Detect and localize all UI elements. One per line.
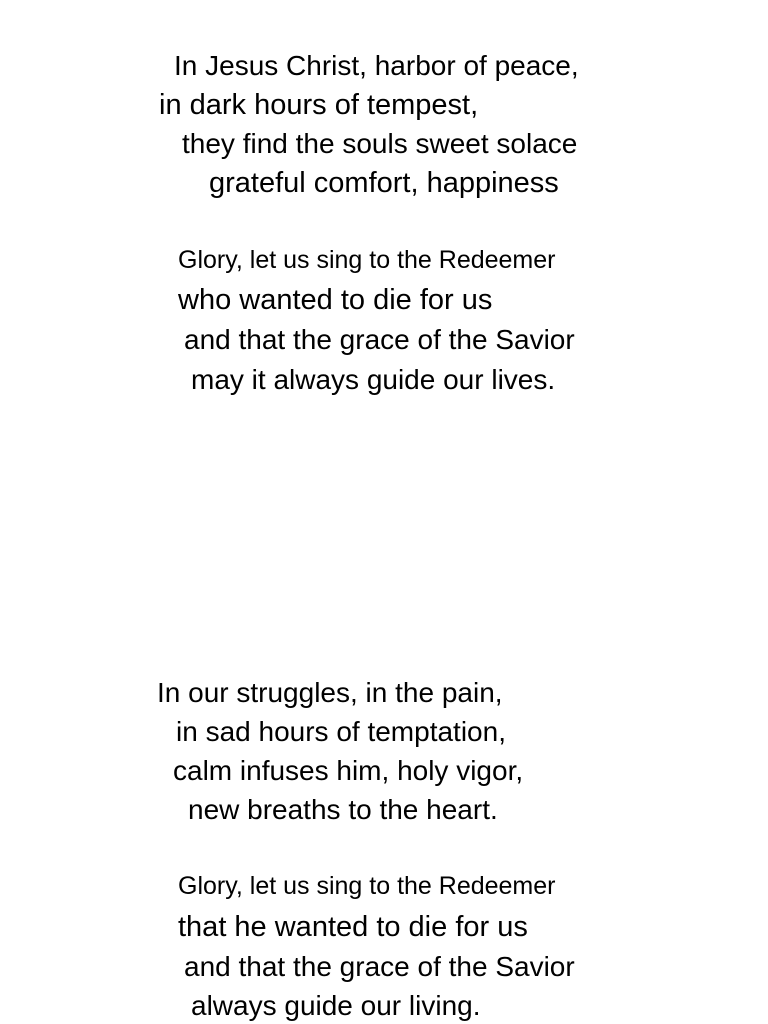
verse-2-line-4: new breaths to the heart. [188,794,498,825]
verse-1-line-4: grateful comfort, happiness [209,167,559,199]
chorus-2-line-4: always guide our living. [191,990,481,1021]
chorus-1-line-1: Glory, let us sing to the Redeemer [178,246,556,274]
verse-1-line-1: In Jesus Christ, harbor of peace, [174,50,579,81]
chorus-1-line-2: who wanted to die for us [178,284,493,316]
chorus-2-line-3: and that the grace of the Savior [184,951,575,982]
verse-2-line-2: in sad hours of temptation, [176,716,506,747]
verse-2-line-1: In our struggles, in the pain, [157,677,503,708]
verse-2-line-3: calm infuses him, holy vigor, [173,755,524,786]
verse-1-line-2: in dark hours of tempest, [159,89,479,121]
chorus-1-line-3: and that the grace of the Savior [184,324,575,355]
chorus-2-line-1: Glory, let us sing to the Redeemer [178,872,556,900]
chorus-1-line-4: may it always guide our lives. [191,364,556,395]
chorus-2-line-2: that he wanted to die for us [178,911,528,943]
verse-1-line-3: they find the souls sweet solace [182,128,578,159]
